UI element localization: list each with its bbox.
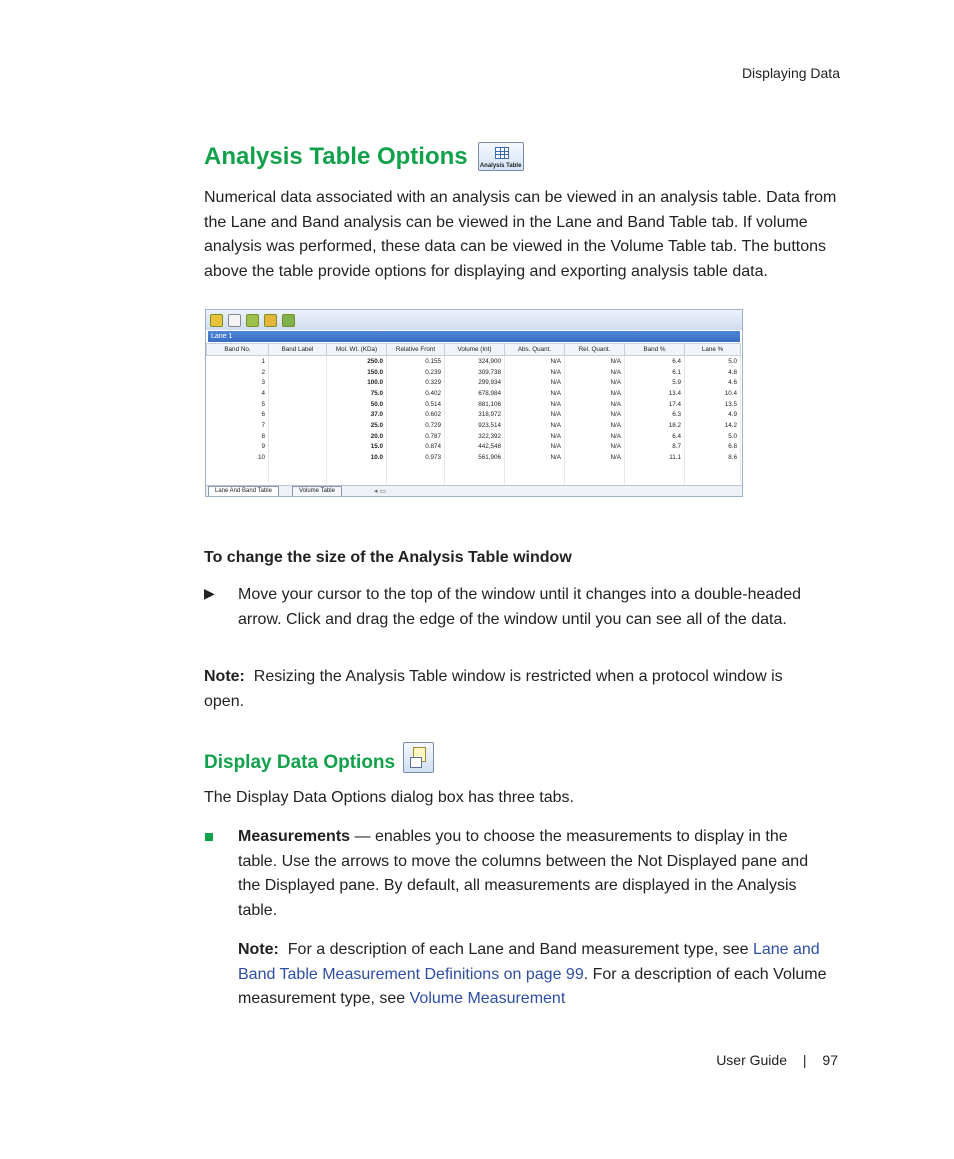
- table-cell: 6.3: [625, 409, 685, 420]
- table-cell: N/A: [565, 399, 625, 410]
- table-cell: 561,906: [445, 452, 505, 463]
- table-cell: 0.602: [387, 409, 445, 420]
- table-column-header[interactable]: Rel. Quant.: [565, 344, 625, 356]
- toolbar-icon: [246, 314, 259, 327]
- table-cell: N/A: [505, 367, 565, 378]
- table-cell: 10.4: [685, 388, 741, 399]
- table-cell: 5: [207, 399, 269, 410]
- table-cell: 324,900: [445, 356, 505, 367]
- display-options-title-text: Display Data Options: [204, 752, 396, 773]
- table-cell: N/A: [505, 409, 565, 420]
- page-number: 97: [822, 1052, 838, 1068]
- section-title-text: Analysis Table Options: [204, 142, 468, 170]
- table-cell: [269, 367, 327, 378]
- resize-heading: To change the size of the Analysis Table window: [204, 549, 572, 566]
- table-row[interactable]: [207, 399, 741, 410]
- table-row[interactable]: [207, 431, 741, 442]
- table-column-header[interactable]: Volume (Int): [445, 344, 505, 356]
- link-lane-band-definitions[interactable]: Lane and Band Table Measurement Definitions on page 99: [238, 941, 820, 983]
- resize-step: Move your cursor to the top of the window until it changes into a double-headed arrow. Click and drag the edge of the window until you can see all of the data.: [238, 586, 802, 628]
- table-cell: 2: [207, 367, 269, 378]
- running-header: Displaying Data: [741, 65, 840, 81]
- table-cell: 1: [207, 356, 269, 367]
- table-cell: 18.2: [625, 420, 685, 431]
- table-cell: N/A: [565, 452, 625, 463]
- table-row[interactable]: [207, 420, 741, 431]
- table-cell: 13.4: [625, 388, 685, 399]
- table-cell: 4.8: [685, 367, 741, 378]
- scroll-arrow-icon[interactable]: ◂ ▭: [374, 488, 387, 495]
- table-cell: 10: [207, 452, 269, 463]
- table-header-row: [207, 344, 741, 356]
- table-row[interactable]: [207, 377, 741, 388]
- analysis-table-icon-label: Analysis Table: [479, 163, 522, 169]
- table-cell: 5.0: [685, 431, 741, 442]
- table-cell: 318,972: [445, 409, 505, 420]
- table-cell: [269, 420, 327, 431]
- table-cell: N/A: [565, 409, 625, 420]
- table-cell: 5.0: [685, 356, 741, 367]
- table-cell: 10.0: [327, 452, 387, 463]
- table-cell: 8.7: [625, 442, 685, 453]
- table-cell: [269, 356, 327, 367]
- toolbar-icon: [228, 314, 241, 327]
- table-cell: 6: [207, 409, 269, 420]
- display-data-options-icon: [403, 742, 434, 773]
- table-cell: [269, 409, 327, 420]
- table-cell: [269, 442, 327, 453]
- table-cell: 299,934: [445, 377, 505, 388]
- measurements-label: Measurements: [238, 828, 351, 845]
- analysis-table-icon: [478, 142, 524, 171]
- table-cell: 250.0: [327, 356, 387, 367]
- table-cell: 309,738: [445, 367, 505, 378]
- display-options-intro: The Display Data Options dialog box has three tabs.: [204, 789, 574, 806]
- analysis-table-screenshot: [205, 309, 743, 497]
- footer-separator: |: [802, 1052, 807, 1068]
- table-cell: 0.155: [387, 356, 445, 367]
- table-cell: 0.729: [387, 420, 445, 431]
- table-cell: 17.4: [625, 399, 685, 410]
- table-cell: 0.787: [387, 431, 445, 442]
- table-cell: 0.239: [387, 367, 445, 378]
- table-cell: 13.5: [685, 399, 741, 410]
- section-title: [204, 142, 524, 171]
- table-cell: 75.0: [327, 388, 387, 399]
- table-row[interactable]: [207, 442, 741, 453]
- empty-row: [207, 474, 741, 485]
- toolbar-icon: [282, 314, 295, 327]
- table-cell: [269, 431, 327, 442]
- screenshot-tab-strip: [206, 485, 742, 496]
- table-cell: 6.4: [625, 431, 685, 442]
- analysis-table: [206, 343, 741, 484]
- resize-note: [204, 665, 814, 714]
- screenshot-toolbar: [206, 310, 742, 330]
- note-text: Resizing the Analysis Table window is restricted when a protocol window is open.: [204, 668, 783, 710]
- table-cell: 150.0: [327, 367, 387, 378]
- table-cell: [269, 388, 327, 399]
- section-intro: Numerical data associated with an analysis can be viewed in an analysis table. Data from the Lane and Band analysis can be viewed in the Lane and Band Table tab. If volume analysis was performed, these data can be viewed in the Volume Table tab. The buttons above the table provide options for displaying and exporting analysis table data.: [204, 189, 837, 280]
- table-cell: 6.1: [625, 367, 685, 378]
- tab-volume[interactable]: Volume Table: [292, 486, 342, 496]
- table-column-header[interactable]: Relative Front: [387, 344, 445, 356]
- note-label: Note:: [238, 941, 279, 958]
- note-mid-text: . For a description of each Volume measurement type, see: [238, 965, 827, 1007]
- table-cell: 37.0: [327, 409, 387, 420]
- table-cell: 4: [207, 388, 269, 399]
- arrow-bullet-icon: ▶: [204, 585, 215, 601]
- table-cell: 0.329: [387, 377, 445, 388]
- table-cell: [269, 377, 327, 388]
- link-volume-measurement[interactable]: Volume Measurement: [409, 990, 566, 1007]
- table-cell: 678,984: [445, 388, 505, 399]
- table-row[interactable]: [207, 367, 741, 378]
- table-cell: N/A: [505, 442, 565, 453]
- table-cell: N/A: [505, 377, 565, 388]
- table-column-header[interactable]: Abs. Quant.: [505, 344, 565, 356]
- table-cell: 442,548: [445, 442, 505, 453]
- table-cell: 0.874: [387, 442, 445, 453]
- table-cell: 881,106: [445, 399, 505, 410]
- table-cell: 9: [207, 442, 269, 453]
- table-cell: N/A: [505, 431, 565, 442]
- table-column-header[interactable]: Band %: [625, 344, 685, 356]
- table-cell: 15.0: [327, 442, 387, 453]
- table-cell: N/A: [565, 377, 625, 388]
- table-cell: N/A: [505, 399, 565, 410]
- table-cell: 20.0: [327, 431, 387, 442]
- table-cell: N/A: [505, 356, 565, 367]
- table-cell: 25.0: [327, 420, 387, 431]
- table-cell: 322,392: [445, 431, 505, 442]
- table-row[interactable]: [207, 409, 741, 420]
- table-cell: 8.6: [685, 452, 741, 463]
- table-cell: 3: [207, 377, 269, 388]
- table-cell: 0.514: [387, 399, 445, 410]
- table-cell: 0.402: [387, 388, 445, 399]
- square-bullet-icon: [205, 833, 213, 841]
- table-cell: 8: [207, 431, 269, 442]
- table-cell: 100.0: [327, 377, 387, 388]
- lane-bar: Lane 1: [208, 331, 740, 342]
- table-cell: N/A: [565, 420, 625, 431]
- table-cell: N/A: [505, 452, 565, 463]
- table-cell: N/A: [505, 420, 565, 431]
- table-cell: 923,514: [445, 420, 505, 431]
- toolbar-icon: [264, 314, 277, 327]
- measurements-text: — enables you to choose the measurements to display in the table. Use the arrows to move the columns between the Not Displayed pane and the Displayed pane. By default, all measurements are displayed in the Analysis table.: [238, 828, 809, 919]
- note-pre-text: For a description of each Lane and Band measurement type, see: [287, 941, 753, 958]
- table-cell: [269, 399, 327, 410]
- table-cell: [269, 452, 327, 463]
- toolbar-icon: [210, 314, 223, 327]
- table-cell: 7: [207, 420, 269, 431]
- table-cell: 14.2: [685, 420, 741, 431]
- table-column-header[interactable]: Mol. Wt. (KDa): [327, 344, 387, 356]
- measurements-note: [238, 938, 828, 1012]
- measurements-item: [238, 825, 818, 923]
- table-cell: 50.0: [327, 399, 387, 410]
- table-row[interactable]: [207, 452, 741, 463]
- table-column-header[interactable]: Lane %: [685, 344, 741, 356]
- empty-row: [207, 463, 741, 474]
- table-row[interactable]: [207, 356, 741, 367]
- table-cell: N/A: [565, 367, 625, 378]
- table-cell: 5.9: [625, 377, 685, 388]
- table-cell: 6.4: [625, 356, 685, 367]
- table-cell: N/A: [565, 388, 625, 399]
- table-cell: N/A: [565, 442, 625, 453]
- table-cell: N/A: [565, 431, 625, 442]
- table-cell: N/A: [505, 388, 565, 399]
- table-column-header[interactable]: Band Label: [269, 344, 327, 356]
- table-cell: 11.1: [625, 452, 685, 463]
- page-footer: [716, 1052, 838, 1068]
- table-cell: 6.8: [685, 442, 741, 453]
- display-options-title: [204, 752, 434, 774]
- table-cell: 0.973: [387, 452, 445, 463]
- table-cell: 4.9: [685, 409, 741, 420]
- tab-lane-and-band[interactable]: Lane And Band Table: [208, 486, 279, 496]
- table-cell: 4.6: [685, 377, 741, 388]
- table-row[interactable]: [207, 388, 741, 399]
- note-label: Note:: [204, 668, 245, 685]
- footer-guide: User Guide: [716, 1052, 787, 1068]
- table-cell: N/A: [565, 356, 625, 367]
- table-column-header[interactable]: Band No.: [207, 344, 269, 356]
